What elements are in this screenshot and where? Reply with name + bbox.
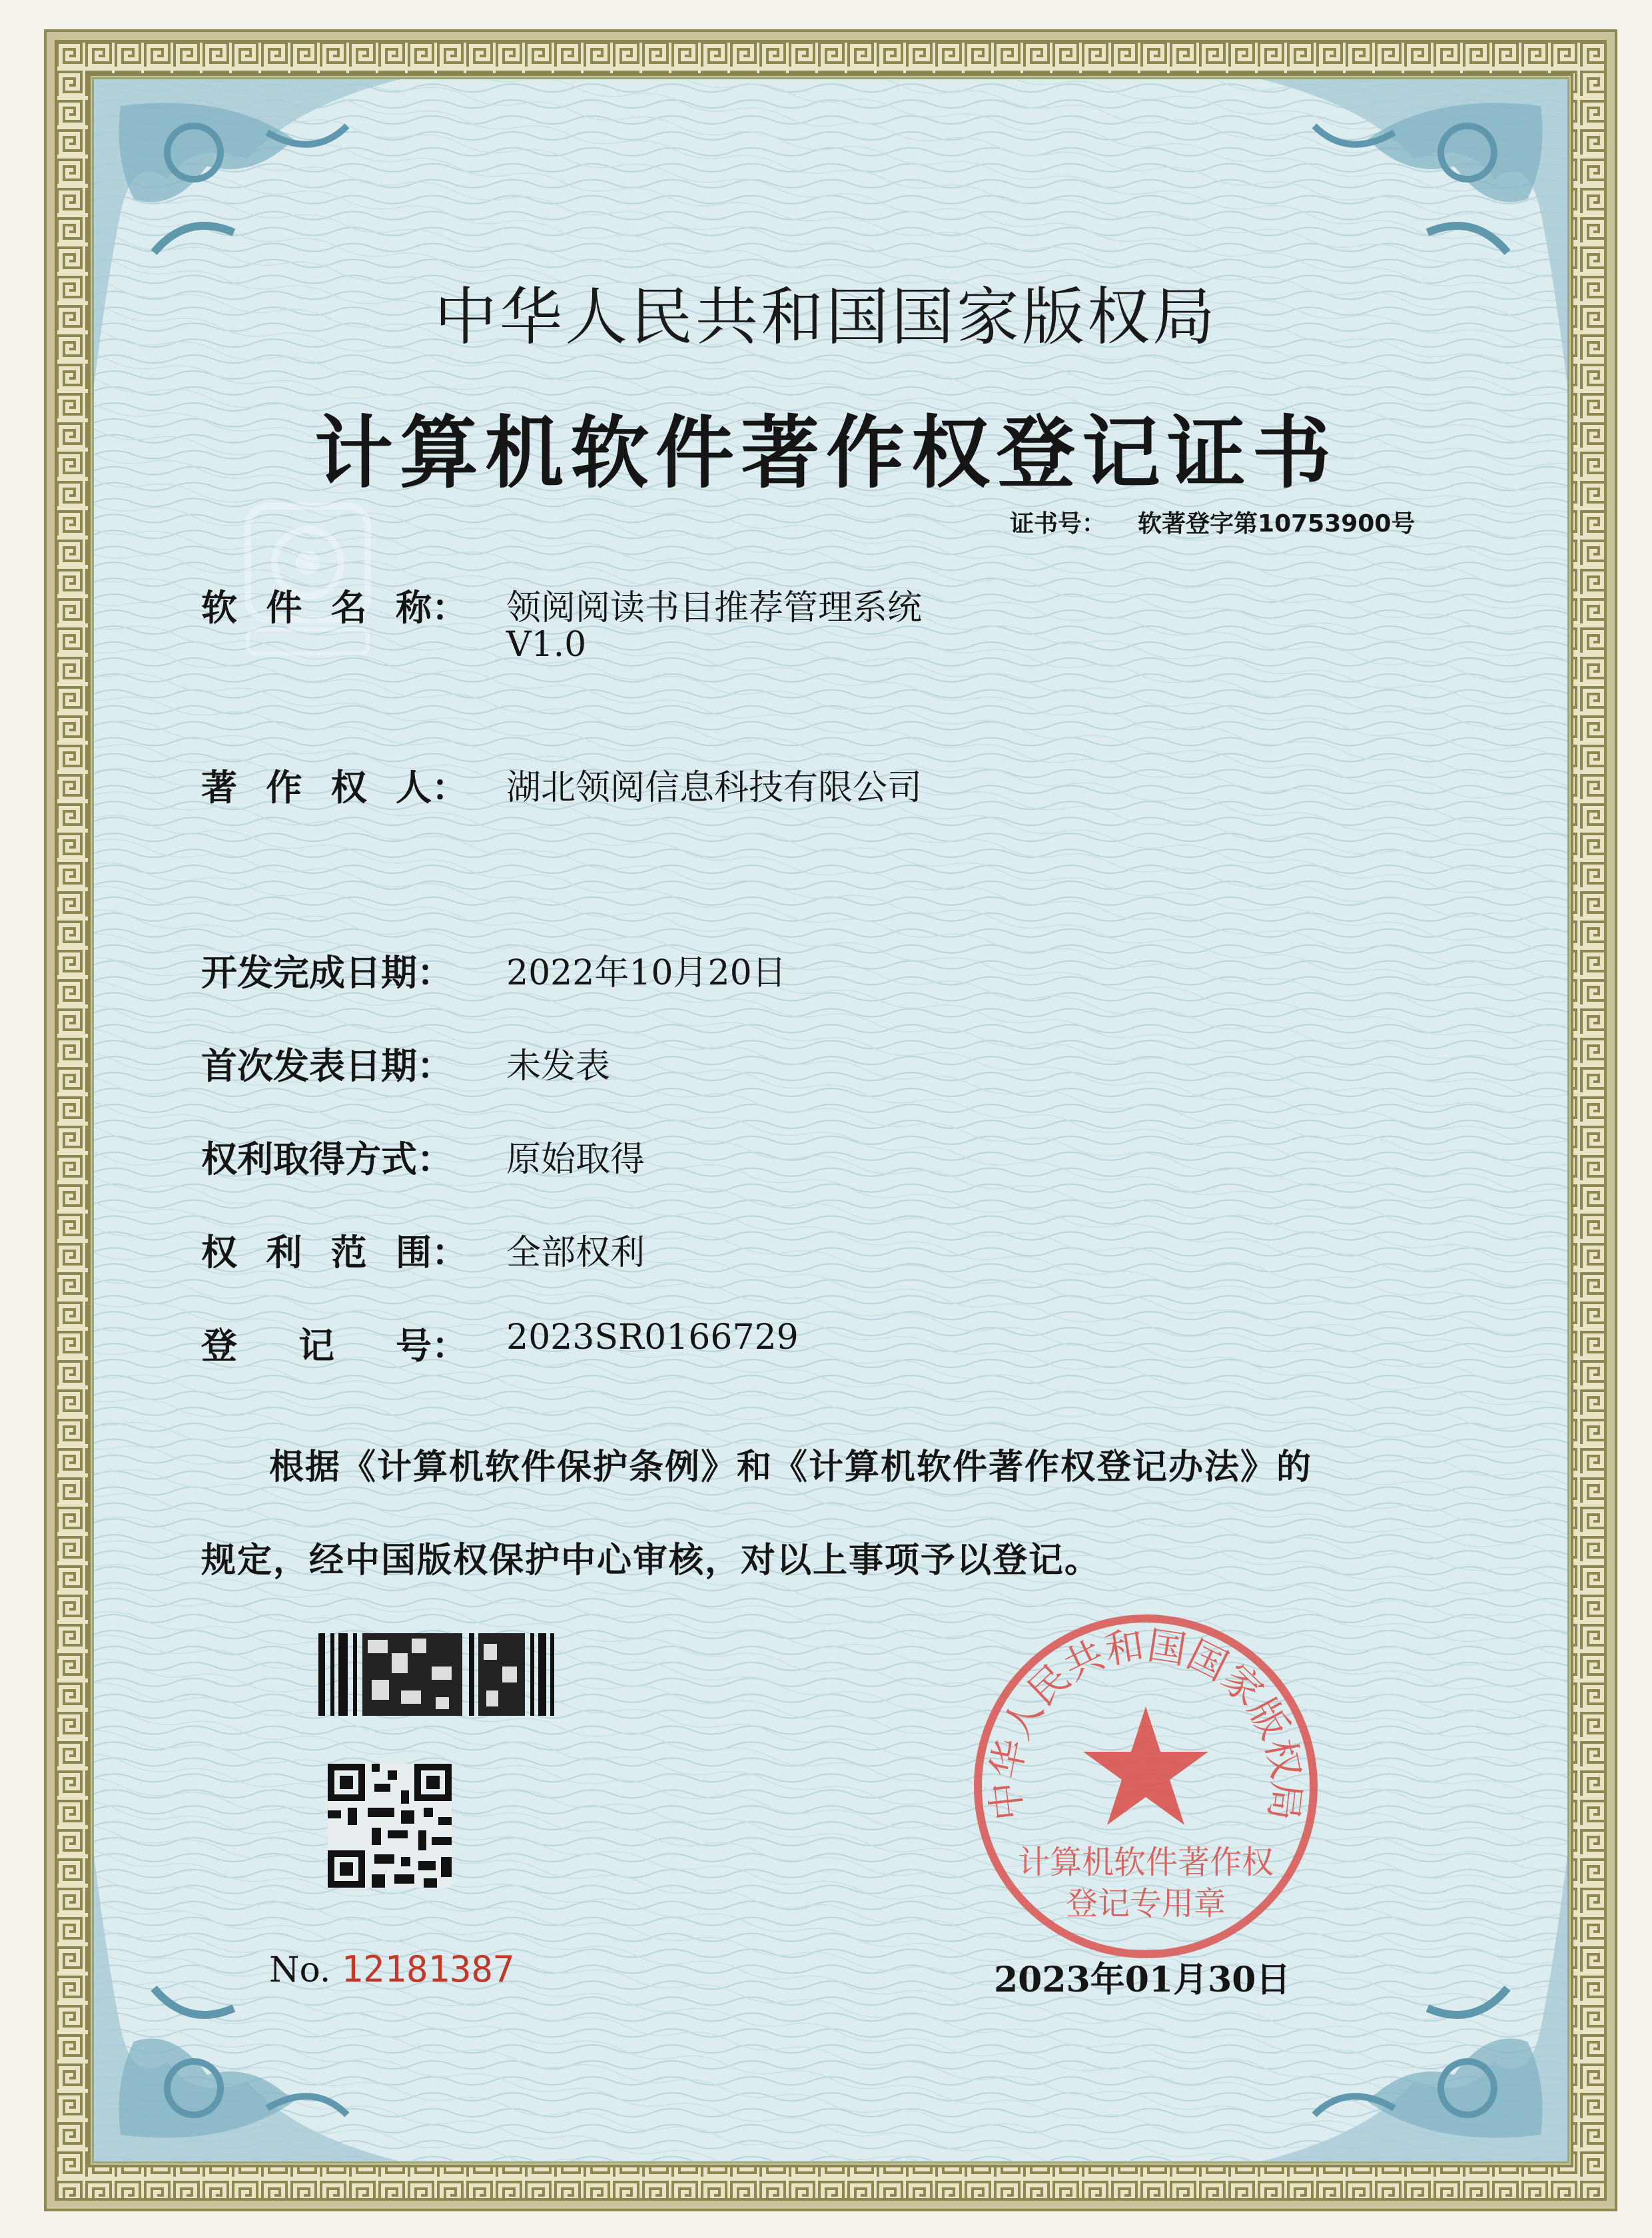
seal-star-icon bbox=[1083, 1706, 1208, 1825]
field-label-software-name: 软 件 名 称： bbox=[201, 587, 468, 629]
statement-line-2: 规定，经中国版权保护中心审核，对以上事项予以登记。 bbox=[201, 1541, 1101, 1581]
serial-number bbox=[269, 1948, 515, 1990]
certificate-number-label: 证书号： bbox=[1010, 510, 1106, 538]
certificate-title: 计算机软件著作权登记证书 bbox=[314, 406, 1338, 499]
field-label-rights-scope: 权 利 范 围： bbox=[201, 1232, 468, 1274]
field-value-copyright-owner: 湖北领阅信息科技有限公司 bbox=[506, 768, 923, 808]
field-label-acquisition-method: 权利取得方式： bbox=[201, 1138, 453, 1180]
seal-inner-line-2: 登记专用章 bbox=[1065, 1885, 1226, 1922]
certificate-number bbox=[1010, 505, 1415, 539]
serial-number-value: 12181387 bbox=[341, 1948, 515, 1990]
field-label-registration-number: 登 记 号： bbox=[201, 1325, 468, 1367]
field-label-copyright-owner: 著 作 权 人： bbox=[201, 767, 468, 809]
statement-line-1: 根据《计算机软件保护条例》和《计算机软件著作权登记办法》的 bbox=[269, 1447, 1313, 1487]
field-label-completion-date: 开发完成日期： bbox=[201, 952, 453, 994]
barcode bbox=[318, 1633, 554, 1716]
field-label-first-publication: 首次发表日期： bbox=[201, 1045, 453, 1087]
field-value-completion-date: 2022年10月20日 bbox=[506, 953, 787, 993]
field-value-software-version: V1.0 bbox=[506, 625, 587, 665]
issue-date: 2023年01月30日 bbox=[994, 1960, 1291, 2000]
corner-ornament-bottom-left bbox=[94, 1855, 400, 2161]
field-value-registration-number: 2023SR0166729 bbox=[506, 1317, 799, 1357]
seal-inner-line-1: 计算机软件著作权 bbox=[1017, 1844, 1274, 1881]
qr-code bbox=[328, 1764, 452, 1888]
field-value-first-publication: 未发表 bbox=[506, 1046, 611, 1086]
field-value-acquisition-method: 原始取得 bbox=[506, 1140, 645, 1180]
serial-prefix: No. bbox=[269, 1950, 331, 1990]
certificate-number-value: 软著登字第10753900号 bbox=[1138, 510, 1416, 538]
issuer-title: 中华人民共和国国家版权局 bbox=[434, 281, 1218, 354]
seal-outer-text: 中华人民共和国国家版权局 bbox=[982, 1622, 1310, 1823]
field-value-software-name: 领阅阅读书目推荐管理系统 bbox=[506, 588, 923, 628]
official-seal bbox=[966, 1607, 1326, 1966]
field-value-rights-scope: 全部权利 bbox=[506, 1233, 645, 1273]
